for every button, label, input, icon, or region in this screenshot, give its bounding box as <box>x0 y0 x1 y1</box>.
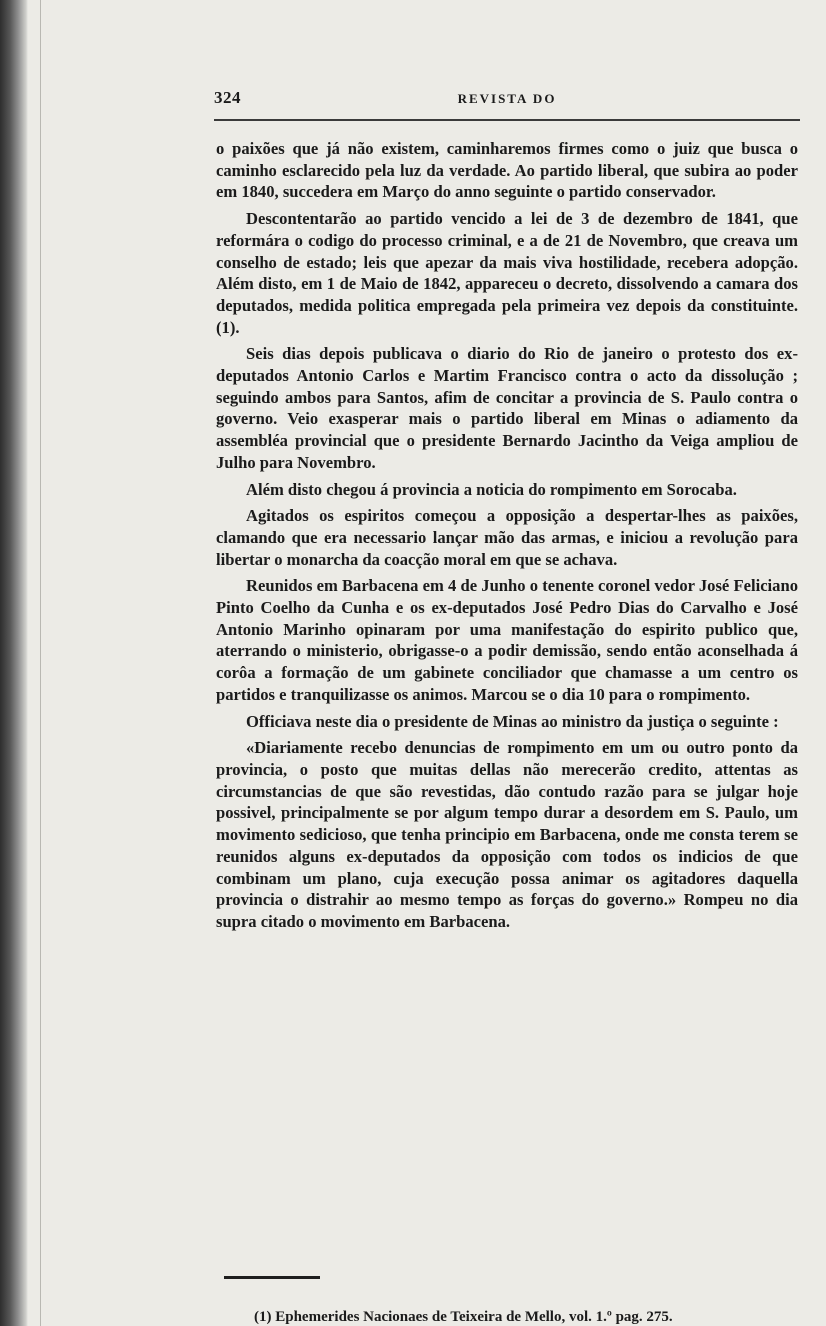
paragraph: o paixões que já não existem, caminharemos firmes como o juiz que busca o caminho esclarecido pela luz da verdade. Ao partido liberal, que subira ao poder em 1840, succedera em Março do anno seguinte o partido conservador. <box>216 139 798 202</box>
book-binding-edge <box>0 0 28 1326</box>
running-title: REVISTA DO <box>457 91 557 106</box>
quoted-paragraph: «Diariamente recebo denuncias de rompimento em um ou outro ponto da provincia, o posto que muitas dellas não merecerão credito, attentas as circumstancias de que são revestidas, dão contudo razão para se julgar hoje possivel, principalmente se por algum tempo durar a desordem em S. Paulo, um movimento sedicioso, que tenha principio em Barbacena, onde me consta terem se reunidos alguns ex-deputados da opposição com todos os indicios de que combinam um plano, cuja execução possa animar os agitadores daquella provincia o distrahir ao mesmo tempo as forças do governo.» Rompeu no dia supra citado o movimento em Barbacena. <box>216 738 798 931</box>
paragraph: Seis dias depois publicava o diario do Rio de janeiro o protesto dos ex-deputados Antonio Carlos e Martim Francisco contra o acto da dissolução ; seguindo ambos para Santos, afim de concitar a provincia de S. Paulo contra o governo. Veio exasperar mais o partido liberal em Minas o adiamento da assembléa provincial que o presidente Bernardo Jacintho da Veiga ampliou de Julho para Novembro. <box>216 344 798 472</box>
book-page <box>214 0 800 1326</box>
paragraph: Agitados os espiritos começou a opposição a despertar-lhes as paixões, clamando que era necessario lançar mão das armas, e iniciou a revolução para libertar o monarcha da coacção moral em que se achava. <box>216 506 798 569</box>
footnote: (1) Ephemerides Nacionaes de Teixeira de Mello, vol. 1.º pag. 275. <box>254 1309 673 1325</box>
page-header <box>214 86 800 112</box>
paragraph: Reunidos em Barbacena em 4 de Junho o tenente coronel vedor José Feliciano Pinto Coelho da Cunha e os ex-deputados José Pedro Dias do Carvalho e José Antonio Marinho opinaram por uma manifestação do espirito publico que, aterrando o ministerio, obrigasse-o a podir demissão, sendo então aconselhada á corôa a formação de um gabinete conciliador que chamasse a um centro os partidos e tranquilizasse os animos. Marcou se o dia 10 para o rompimento. <box>216 576 798 704</box>
paragraph: Além disto chegou á provincia a noticia do rompimento em Sorocaba. <box>246 479 737 499</box>
paragraph: Descontentarão ao partido vencido a lei de 3 de dezembro de 1841, que reformára o codigo do processo criminal, e a de 21 de Novembro, que creava um conselho de estado; leis que apezar da mais viva hostilidade, recebera adopção. Além disto, em 1 de Maio de 1842, appareceu o decreto, dissolvendo a camara dos deputados, medida politica empregada pela primeira vez depois da constituinte. (1). <box>216 209 798 337</box>
page-number: 324 <box>214 88 241 107</box>
paragraph: Officiava neste dia o presidente de Minas ao ministro da justiça o seguinte : <box>246 711 779 731</box>
body-text <box>216 138 798 938</box>
page-margin-line <box>40 0 41 1326</box>
footnote-rule <box>224 1276 320 1279</box>
header-rule <box>214 119 800 121</box>
